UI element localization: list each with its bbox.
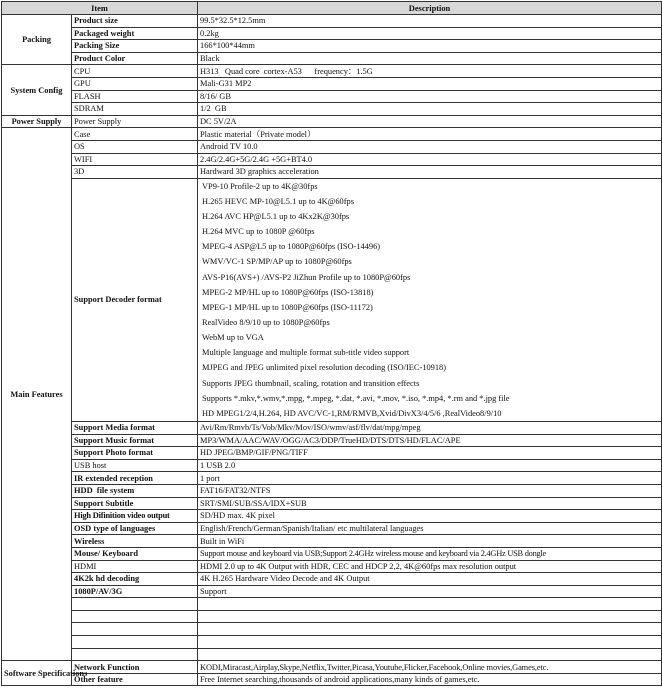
- row-value: [198, 636, 662, 649]
- row-value: SD/HD max. 4K pixel: [198, 510, 662, 523]
- row-value: DC 5V/2A: [198, 115, 662, 128]
- header-row: [2, 2, 662, 15]
- list-item: MPEG-2 MP/HL up to 1080P@60fps (ISO-13818): [202, 287, 374, 297]
- row-key: Product Color: [72, 52, 198, 65]
- list-item: Supports *.mkv,*.wmv,*.mpg, *.mpeg, *.dat, *.avi, *.mov, *.iso, *.mp4, *.rm and *.jpg file: [202, 393, 510, 403]
- row-key: Network Function: [72, 661, 198, 674]
- row-value: FAT16/FAT32/NTFS: [198, 484, 662, 497]
- row-value: Plastic material（Private model）: [198, 128, 662, 141]
- list-item: HD MPEG1/2/4,H.264, HD AVC/VC-1,RM/RMVB,Xvid/DivX3/4/5/6 ,RealVideo8/9/10: [202, 408, 502, 418]
- table-row: [2, 65, 662, 78]
- table-row: [2, 497, 662, 510]
- row-key: GPU: [72, 77, 198, 90]
- row-key: OSD type of languages: [72, 522, 198, 535]
- list-item: H.265 HEVC MP-10@L5.1 up to 4K@60fps: [202, 196, 354, 206]
- list-item: WMV/VC-1 SP/MP/AP up to 1080P@60fps: [202, 257, 352, 267]
- row-value: 8/16/ GB: [198, 90, 662, 103]
- row-key: 4K2k hd decoding: [72, 573, 198, 586]
- row-key: USB host: [72, 459, 198, 472]
- group-system-config: System Config: [2, 65, 72, 115]
- row-key: Support Subtitle: [72, 497, 198, 510]
- row-key: Packing Size: [72, 40, 198, 53]
- row-key: 3D: [72, 166, 198, 179]
- row-key: [72, 623, 198, 636]
- row-value: [198, 648, 662, 661]
- row-key: [72, 636, 198, 649]
- table-row: [2, 573, 662, 586]
- table-row: [2, 166, 662, 179]
- table-row: [2, 128, 662, 141]
- row-key: Wireless: [72, 535, 198, 548]
- row-key: OS: [72, 140, 198, 153]
- table-row: [2, 673, 662, 686]
- row-key: HDMI: [72, 560, 198, 573]
- list-item: Supports JPEG thumbnail, scaling, rotation and transition effects: [202, 378, 420, 388]
- table-row: [2, 636, 662, 649]
- row-value: SRT/SMI/SUB/SSA/IDX+SUB: [198, 497, 662, 510]
- row-value: 2.4G/2.4G+5G/2.4G +5G+BT4.0: [198, 153, 662, 166]
- row-key: [72, 648, 198, 661]
- row-value: English/French/German/Spanish/Italian/ etc multilateral languages: [198, 522, 662, 535]
- list-item: WebM up to VGA: [202, 333, 264, 343]
- row-value: KODI,Miracast,Airplay,Skype,Netflix,Twitter,Picasa,Youtube,Flicker,Facebook,Online movies,Games,etc.: [198, 661, 662, 674]
- row-value: MP3/WMA/AAC/WAV/OGG/AC3/DDP/TrueHD/DTS/DTS/HD/FLAC/APE: [198, 434, 662, 447]
- list-item: VP9-10 Profile-2 up to 4K@30fps: [202, 181, 318, 191]
- table-row: [2, 434, 662, 447]
- row-key: Other feature: [72, 673, 198, 686]
- table-row: [2, 598, 662, 611]
- row-value: 0.2kg: [198, 27, 662, 40]
- table-row: [2, 27, 662, 40]
- group-main-features: Main Features: [2, 128, 72, 661]
- row-value: Android TV 10.0: [198, 140, 662, 153]
- list-item: MJPEG and JPEG unlimited pixel resolution decoding (ISO/IEC-10918): [202, 363, 447, 373]
- row-key: WIFI: [72, 153, 198, 166]
- row-key: SDRAM: [72, 103, 198, 116]
- table-row: [2, 585, 662, 598]
- row-key: CPU: [72, 65, 198, 78]
- row-key: Packaged weight: [72, 27, 198, 40]
- row-value: HDMI 2.0 up to 4K Output with HDR, CEC and HDCP 2,2, 4K@60fps max resolution output: [198, 560, 662, 573]
- row-value: H313 Quad core cortex-A53 frequency：1.5G: [198, 65, 662, 78]
- spec-table: [1, 1, 662, 686]
- row-key: Product size: [72, 15, 198, 28]
- table-row: [2, 40, 662, 53]
- row-key: HDD file system: [72, 484, 198, 497]
- group-packing: Packing: [2, 15, 72, 65]
- row-value: Built in WiFi: [198, 535, 662, 548]
- table-row: [2, 447, 662, 460]
- row-key: Mouse/ Keyboard: [72, 547, 198, 560]
- group-software-specifications: Software Specifications: [2, 661, 72, 686]
- table-row: [2, 510, 662, 523]
- table-row: [2, 103, 662, 116]
- table-row: [2, 547, 662, 560]
- row-value: Free Internet searching,thousands of android applications,many kinds of games,etc.: [198, 673, 662, 686]
- row-value: [198, 623, 662, 636]
- row-key: Case: [72, 128, 198, 141]
- list-item: Multiple language and multiple format sub-title video support: [202, 348, 410, 358]
- row-key: 1080P/AV/3G: [72, 585, 198, 598]
- table-row: [2, 52, 662, 65]
- list-item: MPEG-1 MP/HL up to 1080P@60fps (ISO-11172): [202, 302, 373, 312]
- table-row: [2, 90, 662, 103]
- header-item: Item: [2, 2, 198, 15]
- group-power-supply: Power Supply: [2, 115, 72, 128]
- row-key: Support Media format: [72, 421, 198, 434]
- table-row: [2, 459, 662, 472]
- decoder-format-list: [198, 178, 662, 421]
- row-value: Hardward 3D graphics acceleration: [198, 166, 662, 179]
- row-value: 166*100*44mm: [198, 40, 662, 53]
- row-value: Mali-G31 MP2: [198, 77, 662, 90]
- table-row: [2, 648, 662, 661]
- table-row: [2, 661, 662, 674]
- row-key: [72, 610, 198, 623]
- list-item: RealVideo 8/9/10 up to 1080P@60fps: [202, 317, 330, 327]
- row-key: FLASH: [72, 90, 198, 103]
- table-row: [2, 623, 662, 636]
- row-key: High Difinition video output: [72, 510, 198, 523]
- row-value: [198, 610, 662, 623]
- row-value: Avi/Rm/Rmvb/Ts/Vob/Mkv/Mov/ISO/wmv/asf/flv/dat/mpg/mpeg: [198, 421, 662, 434]
- row-value: 1 USB 2.0: [198, 459, 662, 472]
- list-item: AVS-P16(AVS+) /AVS-P2 JiZhun Profile up to 1080P@60fps: [202, 272, 411, 282]
- list-item: H.264 MVC up to 1080P @60fps: [202, 227, 315, 237]
- table-row: [2, 560, 662, 573]
- row-value: Black: [198, 52, 662, 65]
- table-row: [2, 178, 662, 421]
- table-row: [2, 153, 662, 166]
- row-key: Support Music format: [72, 434, 198, 447]
- row-value: 99.5*32.5*12.5mm: [198, 15, 662, 28]
- row-value: Support mouse and keyboard via USB;Support 2.4GHz wireless mouse and keyboard via 2.4GHz USB dongle: [198, 547, 662, 560]
- table-row: [2, 421, 662, 434]
- table-row: [2, 472, 662, 485]
- row-value: [198, 598, 662, 611]
- row-value: HD JPEG/BMP/GIF/PNG/TIFF: [198, 447, 662, 460]
- table-row: [2, 15, 662, 28]
- table-row: [2, 77, 662, 90]
- table-row: [2, 484, 662, 497]
- row-key: [72, 598, 198, 611]
- row-value: Support: [198, 585, 662, 598]
- row-key: IR extended reception: [72, 472, 198, 485]
- row-value: 4K H.265 Hardware Video Decode and 4K Output: [198, 573, 662, 586]
- table-row: [2, 522, 662, 535]
- table-row: [2, 115, 662, 128]
- list-item: MPEG-4 ASP@L5 up to 1080P@60fps (ISO-14496): [202, 242, 381, 252]
- list-item: H.264 AVC HP@L5.1 up to 4Kx2K@30fps: [202, 212, 350, 221]
- table-row: [2, 610, 662, 623]
- row-value: 1 port: [198, 472, 662, 485]
- row-value: 1/2 GB: [198, 103, 662, 116]
- row-key: Support Decoder format: [72, 178, 198, 421]
- row-key: Support Photo format: [72, 447, 198, 460]
- row-key: Power Supply: [72, 115, 198, 128]
- header-description: Description: [198, 2, 662, 15]
- table-row: [2, 535, 662, 548]
- table-row: [2, 140, 662, 153]
